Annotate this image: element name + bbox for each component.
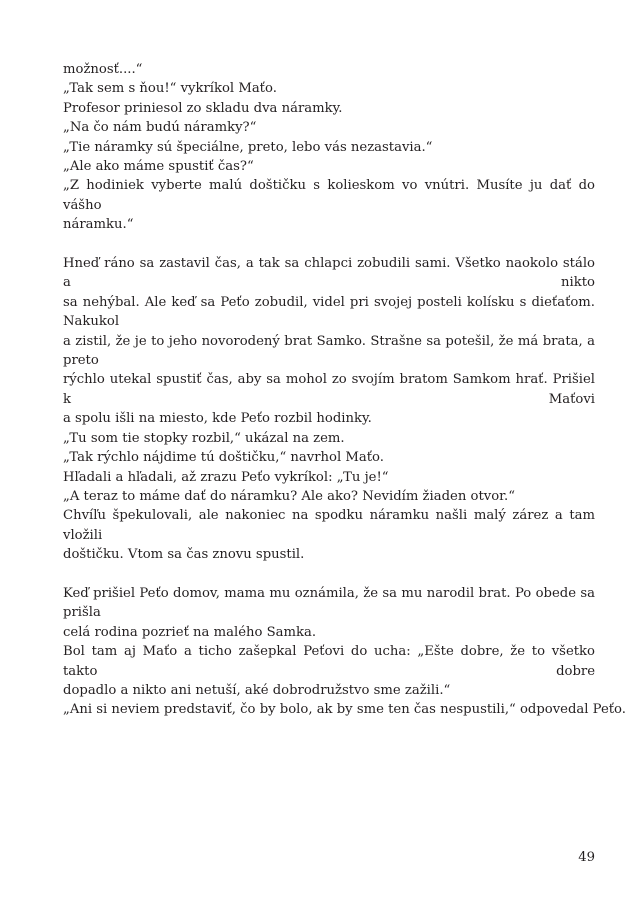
text-line: „Z hodiniek vyberte malú doštičku s kolieskom vo vnútri. Musíte ju dať do vášho [63, 178, 595, 213]
text-line: Keď prišiel Peťo domov, mama mu oznámila, že sa mu narodil brat. Po obede sa prišla [63, 585, 595, 621]
text-line: celá rodina pozrieť na malého Samka. [63, 624, 317, 640]
text-line: Profesor priniesol zo skladu dva náramky. [63, 100, 343, 116]
text-line: a zistil, že je to jeho novorodený brat Samko. Strašne sa potešil, že má brata, a preto [63, 333, 595, 369]
text-line: „Na čo nám budú náramky?“ [63, 120, 257, 136]
paragraph-gap [63, 235, 595, 254]
text-line: dopadlo a nikto ani netuší, aké dobrodružstvo sme zažili.“ [63, 682, 451, 698]
text-line: rýchlo utekal spustiť čas, aby sa mohol zo svojím bratom Samkom hrať. Prišiel k Maťovi [63, 372, 595, 407]
paragraph-gap [63, 565, 595, 584]
text-line: doštičku. Vtom sa čas znovu spustil. [63, 547, 305, 563]
body-text [63, 60, 626, 720]
text-line: „Ani si neviem predstaviť, čo by bolo, ak by sme ten čas nespustili,“ odpovedal Peťo. [63, 702, 626, 718]
text-line: „Tak sem s ňou!“ vykríkol Maťo. [63, 81, 277, 97]
text-line: možnosť....“ [63, 62, 143, 77]
text-line: „Tie náramky sú špeciálne, preto, lebo vás nezastavia.“ [63, 139, 433, 155]
text-line: Bol tam aj Maťo a ticho zašepkal Peťovi do ucha: „Ešte dobre, že to všetko takto dobre [63, 644, 595, 679]
text-line: „Ale ako máme spustiť čas?“ [63, 159, 254, 175]
text-line: „A teraz to máme dať do náramku? Ale ako? Nevidím žiaden otvor.“ [63, 488, 515, 504]
text-line: „Tu som tie stopky rozbil,“ ukázal na zem. [63, 430, 345, 446]
text-line: a spolu išli na miesto, kde Peťo rozbil hodinky. [63, 411, 372, 427]
text-line: Hľadali a hľadali, až zrazu Peťo vykríkol: „Tu je!“ [63, 469, 389, 485]
text-line: náramku.“ [63, 217, 134, 233]
text-line: Hneď ráno sa zastavil čas, a tak sa chlapci zobudili sami. Všetko naokolo stálo a nikto [63, 256, 595, 291]
text-line: „Tak rýchlo nájdime tú doštičku,“ navrhol Maťo. [63, 450, 384, 466]
text-line: sa nehýbal. Ale keď sa Peťo zobudil, videl pri svojej posteli kolísku s dieťaťom. Nakukol [63, 294, 595, 330]
text-line: Chvíľu špekulovali, ale nakoniec na spodku náramku našli malý zárez a tam vložili [63, 508, 595, 543]
page-number: 49 [578, 850, 595, 865]
